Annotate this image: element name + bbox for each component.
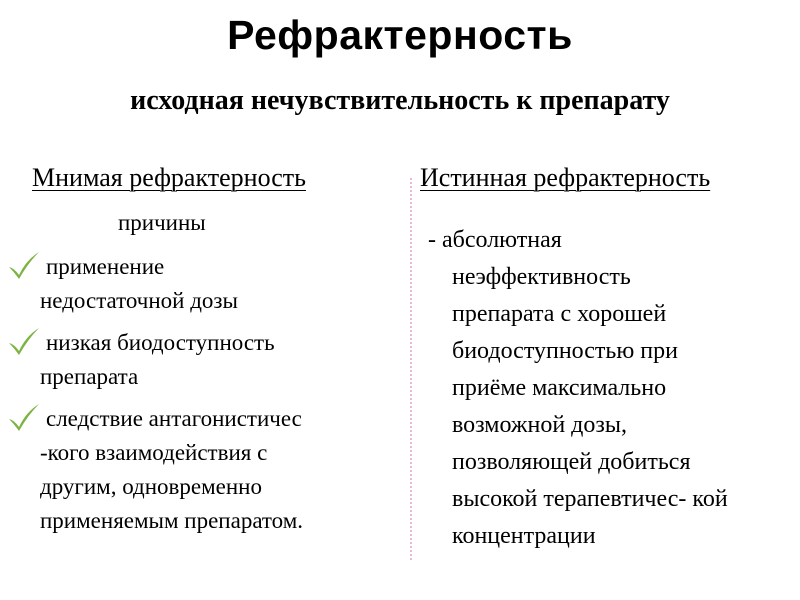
cause-text: следствие антагонистичес (46, 406, 302, 431)
definition-text: неэффективность препарата с хорошей биодоступностью при приёме максимально возможной дозы, позволяющей добиться высокой терапевтичес- кой концентрации (452, 264, 728, 549)
cause-text-continued: недостаточной дозы (40, 288, 238, 313)
column-divider (410, 178, 412, 560)
imaginary-refractoriness-heading: Мнимая рефрактерность (32, 163, 306, 192)
page-title: Рефрактерность (227, 12, 573, 58)
cause-text-continued: -кого взаимодействия с другим, одновременно применяемым препаратом. (40, 440, 304, 533)
true-refractoriness-heading: Истинная рефрактерность (420, 163, 711, 192)
cause-text: низкая биодоступность (46, 330, 275, 355)
checkmark-icon (6, 250, 42, 280)
definition-first-line: - абсолютная (428, 227, 562, 253)
checkmark-icon (6, 326, 42, 356)
true-refractoriness-definition (428, 222, 800, 555)
cause-text-continued: препарата (40, 364, 139, 389)
causes-label: причины (118, 210, 206, 235)
cause-text: применение (46, 254, 165, 279)
page-subtitle: исходная нечувствительность к препарату (130, 85, 670, 116)
checkmark-icon (6, 402, 42, 432)
